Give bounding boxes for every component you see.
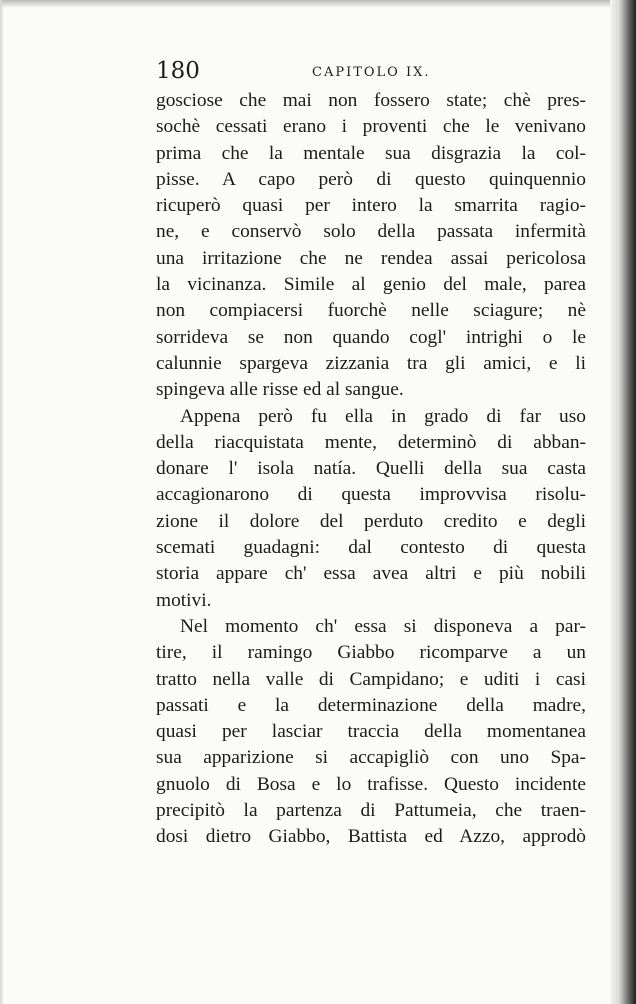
text-line: quasi per lasciar traccia della momentanea [156, 721, 586, 743]
page-left-edge [0, 0, 4, 1004]
text-line: Appena però fu ella in grado di far uso [180, 405, 586, 427]
text-line: della riacquistata mente, determinò di abban- [156, 431, 586, 453]
page-top-shadow [0, 0, 636, 8]
text-line: passati e la determinazione della madre, [156, 694, 586, 716]
text-line: donare l' isola natía. Quelli della sua casta [156, 458, 586, 480]
text-line: gosciose che mai non fossero state; chè pres- [156, 90, 586, 111]
text-line: sua apparizione si accapigliò con uno Spa- [156, 747, 586, 769]
text-line: Nel momento ch' essa si disponeva a par- [180, 615, 586, 637]
text-line: storia appare ch' essa avea altri e più nobili [156, 563, 586, 585]
body-text [156, 88, 586, 851]
text-line: tire, il ramingo Giabbo ricomparve a un [156, 642, 586, 664]
text-line: sorrideva se non quando cogl' intrighi o le [156, 326, 586, 348]
page-number: 180 [156, 58, 200, 84]
text-line: prima che la mentale sua disgrazia la col- [156, 142, 586, 164]
running-head [156, 58, 586, 88]
text-line: pisse. A capo però di questo quinquennio [156, 168, 586, 190]
text-line: dosi dietro Giabbo, Battista ed Azzo, approdò [156, 826, 586, 848]
text-line: non compiacersi fuorchè nelle sciagure; nè [156, 300, 586, 322]
text-line: la vicinanza. Simile al genio del male, parea [156, 274, 586, 296]
text-line: sochè cessati erano i proventi che le venivano [156, 116, 586, 138]
text-line: calunnie spargeva zizzania tra gli amici, e li [156, 352, 586, 374]
paragraph [156, 614, 586, 851]
text-line: spingeva alle risse ed al sangue. [156, 379, 404, 401]
text-line: scemati guadagni: dal contesto di questa [156, 537, 586, 559]
text-line: una irritazione che ne rendea assai pericolosa [156, 247, 586, 269]
text-line: zione il dolore del perduto credito e degli [156, 510, 586, 532]
text-line: ricuperò quasi per intero la smarrita ragio- [156, 195, 586, 217]
text-line: gnuolo di Bosa e lo trafisse. Questo incidente [156, 773, 586, 795]
text-line: ne, e conservò solo della passata infermità [156, 221, 586, 243]
paragraph [156, 88, 586, 404]
text-line: precipitò la partenza di Pattumeia, che traen- [156, 800, 586, 822]
paragraph [156, 404, 586, 614]
chapter-title: CAPITOLO IX. [312, 65, 431, 80]
text-line: tratto nella valle di Campidano; e uditi i casi [156, 668, 586, 690]
text-line: accagionarono di questa improvvisa risolu- [156, 484, 586, 506]
book-spine-shadow [610, 0, 636, 1004]
text-line: motivi. [156, 589, 212, 611]
